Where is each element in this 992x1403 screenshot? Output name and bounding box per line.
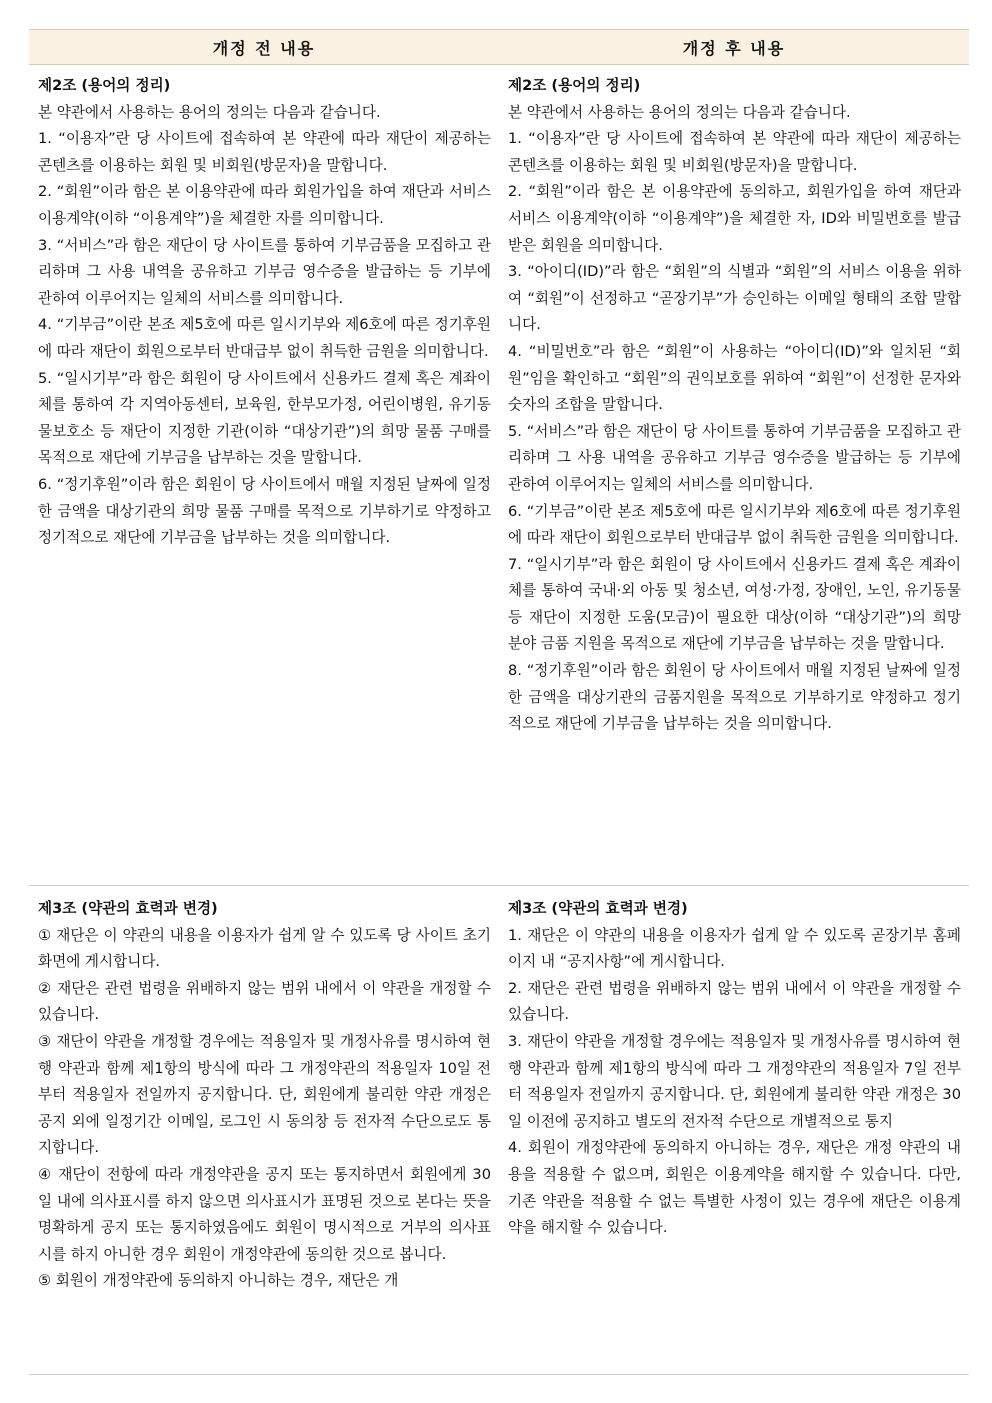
paragraph: 5. “서비스”라 함은 재단이 당 사이트를 통하여 기부금품을 모집하고 관리하며 그 사용 내역을 공유하고 기부금 영수증을 발급하는 등 기부에 관하여 이루어지는 일체의 서비스를 의미합니다. — [508, 422, 961, 493]
paragraph: 본 약관에서 사용하는 용어의 정의는 다음과 같습니다. — [38, 103, 381, 121]
paragraph: 7. “일시기부”라 함은 회원이 당 사이트에서 신용카드 결제 혹은 계좌이체를 통하여 국내·외 아동 및 청소년, 여성·가정, 장애인, 노인, 유기동물 등 재단이 지정한 도움(모금)이 필요한 대상(이하 “대상기관”)의 희망 분야 금품 지원을 목적으로 재단에 기부금을 납부하는 것을 말합니다. — [508, 555, 961, 653]
table-row — [29, 65, 969, 886]
row1-before-cell — [29, 65, 499, 886]
row2-before-cell — [29, 886, 499, 1375]
table-header-row — [29, 30, 969, 65]
comparison-document — [29, 29, 969, 1375]
article-title: 제3조 (약관의 효력과 변경) — [508, 900, 688, 917]
paragraph: 2. “회원”이라 함은 본 이용약관에 따라 회원가입을 하여 재단과 서비스 이용계약(이하 “이용계약”)을 체결한 자를 의미합니다. — [38, 183, 491, 227]
paragraph: 2. 재단은 관련 법령을 위배하지 않는 범위 내에서 이 약관을 개정할 수 있습니다. — [508, 979, 961, 1024]
paragraph: 4. “기부금”이란 본조 제5호에 따른 일시기부와 제6호에 따른 정기후원에 따라 재단이 회원으로부터 반대급부 없이 취득한 금원을 의미합니다. — [38, 316, 491, 360]
paragraph: 3. “아이디(ID)”라 함은 “회원”의 식별과 “회원”의 서비스 이용을 위하여 “회원”이 선정하고 “곧장기부”가 승인하는 이메일 형태의 조합 말합니다. — [508, 263, 961, 334]
paragraph: 5. “일시기부”라 함은 회원이 당 사이트에서 신용카드 결제 혹은 계좌이체를 통하여 각 지역아동센터, 보육원, 한부모가정, 어린이병원, 유기동물보호소 등 재단이 지정한 기관(이하 “대상기관”)의 희망 물품 구매를 목적으로 재단에 기부금을 납부하는 것을 말합니다. — [38, 369, 491, 467]
table-row — [29, 886, 969, 1375]
header-before: 개정 전 내용 — [29, 30, 499, 65]
article-title: 제2조 (용어의 정리) — [508, 77, 641, 94]
paragraph: 4. 회원이 개정약관에 동의하지 아니하는 경우, 재단은 개정 약관의 내용을 적용할 수 없으며, 회원은 이용계약을 해지할 수 있습니다. 다만, 기존 약관을 적용할 수 없는 특별한 사정이 있는 경우에 재단은 이용계약을 해지할 수 있습니다. — [508, 1139, 961, 1237]
paragraph: 6. “정기후원”이라 함은 회원이 당 사이트에서 매월 지정된 날짜에 일정한 금액을 대상기관의 희망 물품 구매를 목적으로 기부하기로 약정하고 정기적으로 재단에 기부금을 납부하는 것을 의미합니다. — [38, 475, 491, 547]
paragraph: 4. “비밀번호”라 함은 “회원”이 사용하는 “아이디(ID)”와 일치된 “회원”임을 확인하고 “회원”의 권익보호를 위하여 “회원”이 선정한 문자와 숫자의 조합을 말합니다. — [508, 342, 961, 414]
paragraph: 2. “회원”이라 함은 본 이용약관에 동의하고, 회원가입을 하여 재단과 서비스 이용계약(이하 “이용계약”)을 체결한 자, ID와 비밀번호를 발급받은 회원을 의미합니다. — [508, 183, 961, 254]
header-after: 개정 후 내용 — [499, 30, 969, 65]
article-title: 제3조 (약관의 효력과 변경) — [38, 900, 218, 917]
article-title: 제2조 (용어의 정리) — [38, 77, 171, 94]
paragraph: 1. 재단은 이 약관의 내용을 이용자가 쉽게 알 수 있도록 곧장기부 홈페이지 내 “공지사항”에 게시합니다. — [508, 926, 961, 971]
paragraph: ⑤ 회원이 개정약관에 동의하지 아니하는 경우, 재단은 개 — [38, 1272, 399, 1290]
paragraph: 1. “이용자”란 당 사이트에 접속하여 본 약관에 따라 재단이 제공하는 콘텐츠를 이용하는 회원 및 비회원(방문자)을 말합니다. — [508, 130, 961, 174]
comparison-table — [29, 29, 969, 1375]
paragraph: 본 약관에서 사용하는 용어의 정의는 다음과 같습니다. — [508, 103, 851, 121]
row2-after-cell — [499, 886, 969, 1375]
paragraph: 3. “서비스”라 함은 재단이 당 사이트를 통하여 기부금품을 모집하고 관리하며 그 사용 내역을 공유하고 기부금 영수증을 발급하는 등 기부에 관하여 이루어지는 일체의 서비스를 의미합니다. — [38, 236, 491, 307]
paragraph: 3. 재단이 약관을 개정할 경우에는 적용일자 및 개정사유를 명시하여 현행 약관과 함께 제1항의 방식에 따라 그 개정약관의 적용일자 7일 전부터 적용일자 전일까지 공지합니다. 단, 회원에게 불리한 약관 개정은 30일 이전에 공지하고 별도의 전자적 수단으로 개별적으로 통지 — [508, 1032, 961, 1130]
paragraph: ① 재단은 이 약관의 내용을 이용자가 쉽게 알 수 있도록 당 사이트 초기 화면에 게시합니다. — [38, 926, 491, 971]
paragraph: ② 재단은 관련 법령을 위배하지 않는 범위 내에서 이 약관을 개정할 수 있습니다. — [38, 979, 491, 1024]
paragraph: 8. “정기후원”이라 함은 회원이 당 사이트에서 매월 지정된 날짜에 일정한 금액을 대상기관의 금품지원을 목적으로 기부하기로 약정하고 정기적으로 재단에 기부금을 납부하는 것을 의미합니다. — [508, 662, 961, 733]
paragraph: ④ 재단이 전항에 따라 개정약관을 공지 또는 통지하면서 회원에게 30일 내에 의사표시를 하지 않으면 의사표시가 표명된 것으로 본다는 뜻을 명확하게 공지 또는 통지하였음에도 회원이 명시적으로 거부의 의사표시를 하지 아니한 경우 회원이 개정약관에 동의한 것으로 봅니다. — [38, 1165, 491, 1263]
row1-after-cell — [499, 65, 969, 886]
paragraph: 6. “기부금”이란 본조 제5호에 따른 일시기부와 제6호에 따른 정기후원에 따라 재단이 회원으로부터 반대급부 없이 취득한 금원을 의미합니다. — [508, 502, 961, 547]
paragraph: 1. “이용자”란 당 사이트에 접속하여 본 약관에 따라 재단이 제공하는 콘텐츠를 이용하는 회원 및 비회원(방문자)을 말합니다. — [38, 130, 491, 174]
paragraph: ③ 재단이 약관을 개정할 경우에는 적용일자 및 개정사유를 명시하여 현행 약관과 함께 제1항의 방식에 따라 그 개정약관의 적용일자 10일 전부터 적용일자 전일까지 공지합니다. 단, 회원에게 불리한 약관 개정은 공지 외에 일정기간 이메일, 로그인 시 동의창 등 전자적 수단으로도 통지합니다. — [38, 1032, 491, 1157]
